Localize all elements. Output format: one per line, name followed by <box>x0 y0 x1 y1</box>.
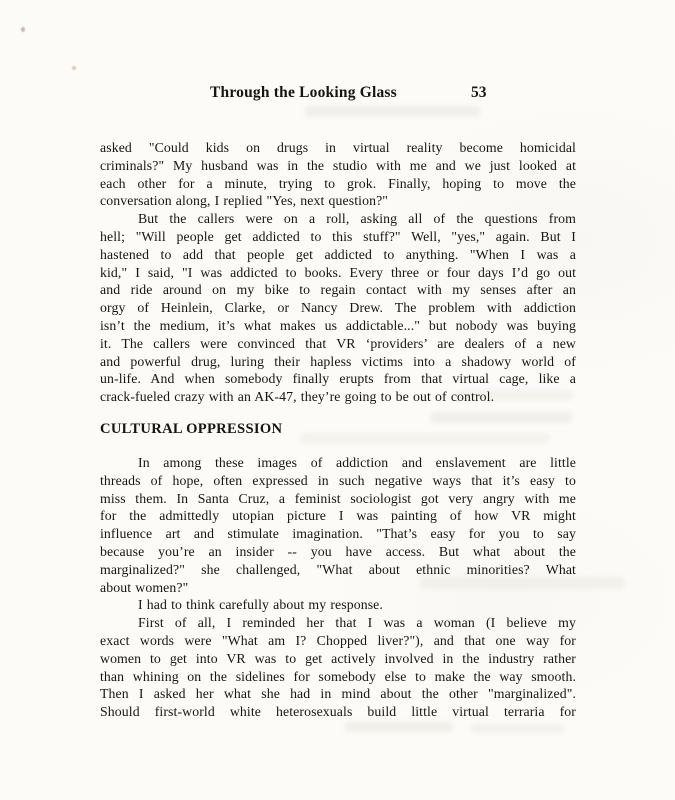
text-line: In among these images of addiction and enslavement are little <box>138 454 576 470</box>
text-line: because you’re an insider -- you have access. But what about the <box>100 543 576 559</box>
paragraph <box>100 139 576 210</box>
paragraph <box>100 614 576 721</box>
running-head-title: Through the Looking Glass <box>210 84 397 101</box>
bleed-through-artifact <box>305 106 480 117</box>
text-line: hastened to add that people get addicted to anything. "When I was a <box>100 246 576 262</box>
text-line: criminals?" My husband was in the studio with me and we just looked at <box>100 157 576 173</box>
text-line: orgy of Heinlein, Clarke, or Nancy Drew. The problem with addiction <box>100 300 576 316</box>
text-line: isn’t the medium, it’s what makes us addictable..." but nobody was buying <box>100 317 576 333</box>
paragraph <box>100 210 576 406</box>
text-line: and powerful drug, luring their hapless victims into a shadowy world of <box>100 353 576 369</box>
text-line: kid," I said, "I was addicted to books. Every three or four days I’d go out <box>100 264 576 280</box>
text-line: marginalized?" she challenged, "What about ethnic minorities? What <box>100 561 576 577</box>
bleed-through-artifact <box>345 722 453 732</box>
text-line: than whining on the sidelines for somebody else to make the way smooth. <box>100 668 576 684</box>
text-line: for the admittedly utopian picture I was painting of how VR might <box>100 508 576 524</box>
page-number: 53 <box>471 84 487 101</box>
text-line: about women?" <box>100 579 189 595</box>
text-line: un-life. And when somebody finally erupts from that virtual cage, like a <box>100 371 576 387</box>
paragraph <box>100 596 576 614</box>
text-line: threads of hope, often expressed in such negative ways that it’s easy to <box>100 472 576 488</box>
text-line: it. The callers were convinced that VR ‘providers’ are dealers of a new <box>100 335 576 351</box>
bleed-through-artifact <box>470 724 565 733</box>
section-heading: CULTURAL OPPRESSION <box>100 420 283 437</box>
text-line: asked "Could kids on drugs in virtual reality become homicidal <box>100 140 576 155</box>
text-line: miss them. In Santa Cruz, a feminist sociologist got very angry with me <box>100 490 576 506</box>
text-line: hell; "Will people get addicted to this stuff?" Well, "yes," again. But I <box>100 228 576 244</box>
text-line: each other for a minute, trying to grok. Finally, hoping to move the <box>100 175 576 191</box>
text-line: First of all, I reminded her that I was a woman (I believe my <box>138 615 576 631</box>
text-line: influence art and stimulate imagination. "That’s easy for you to say <box>100 526 576 542</box>
text-line: But the callers were on a roll, asking all of the questions from <box>138 211 576 227</box>
paragraph <box>100 454 576 596</box>
text-line: I had to think carefully about my response. <box>138 597 383 613</box>
body-text <box>100 139 576 721</box>
text-line: and ride around on my bike to regain contact with my senses after an <box>100 282 576 298</box>
text-line: Should first-world white heterosexuals build little virtual terraria for <box>100 704 576 720</box>
paper-speck-artifact <box>72 66 76 70</box>
text-line: conversation along, I replied "Yes, next question?" <box>100 193 389 209</box>
text-line: women to get into VR was to get actively involved in the industry rather <box>100 650 576 666</box>
paper-speck-artifact <box>21 27 25 32</box>
text-line: crack-fueled crazy with an AK-47, they’re going to be out of control. <box>100 389 495 405</box>
text-line: Then I asked her what she had in mind about the other "marginalized". <box>100 686 576 702</box>
text-line: exact words were "What am I? Chopped liver?"), and that one way for <box>100 632 576 648</box>
